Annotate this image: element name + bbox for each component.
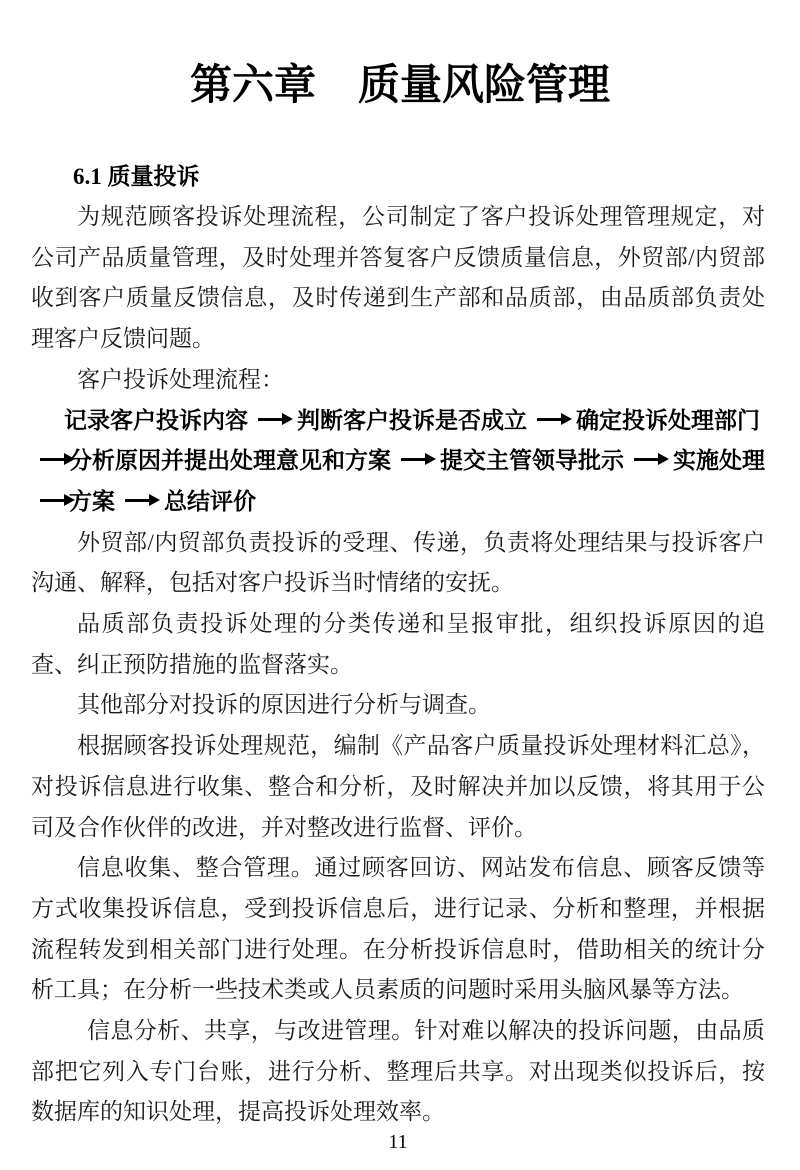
flow-step: 确定投诉处理部门: [576, 407, 760, 433]
flow-step: 方案: [69, 488, 115, 514]
flow-line: [31, 441, 765, 482]
paragraph-info-analysis: 信息分析、共享，与改进管理。针对难以解决的投诉问题，由品质部把它列入专门台账，进行分析、整理后共享。对出现类似投诉后，按数据库的知识处理，提高投诉处理效率。: [31, 1018, 765, 1125]
paragraph-info-collection: 信息收集、整合管理。通过顾客回访、网站发布信息、顾客反馈等方式收集投诉信息，受到投诉信息后，进行记录、分析和整理，并根据流程转发到相关部门进行处理。在分析投诉信息时，借助相关的统计分析工具；在分析一些技术类或人员素质的问题时采用头脑风暴等方法。: [31, 855, 765, 1003]
complaint-flow: [31, 401, 765, 523]
flow-arrow-icon: [537, 418, 562, 421]
flow-arrow-icon: [125, 499, 150, 502]
flow-step: 记录客户投诉内容: [64, 407, 248, 433]
flow-arrow-icon: [258, 418, 283, 421]
paragraph-trade-dept-duty: 外贸部/内贸部负责投诉的受理、传递，负责将处理结果与投诉客户沟通、解释，包括对客户投诉当时情绪的安抚。: [31, 529, 765, 596]
paragraph-flow-intro: 客户投诉处理流程：: [77, 366, 284, 392]
paragraph-complaint-policy: 为规范顾客投诉处理流程，公司制定了客户投诉处理管理规定，对公司产品质量管理，及时处理并答复客户反馈质量信息，外贸部/内贸部收到客户质量反馈信息，及时传递到生产部和品质部，由品质部负责处理客户反馈问题。: [31, 204, 765, 352]
flow-step: 提交主管领导批示: [440, 448, 624, 474]
flow-arrow-icon: [634, 458, 659, 461]
paragraph-other-dept-duty: 其他部分对投诉的原因进行分析与调查。: [77, 692, 491, 718]
chapter-title: 第六章 质量风险管理: [189, 63, 610, 109]
flow-arrow-icon: [40, 458, 65, 461]
section-heading: 6.1 质量投诉: [73, 164, 200, 189]
flow-line: [31, 401, 765, 442]
flow-step: 总结评价: [164, 488, 256, 514]
paragraph-material-summary: 根据顾客投诉处理规范，编制《产品客户质量投诉处理材料汇总》，对投诉信息进行收集、整合和分析，及时解决并加以反馈，将其用于公司及合作伙伴的改进，并对整改进行监督、评价。: [31, 733, 765, 840]
document-body: [31, 156, 765, 1154]
flow-step: 判断客户投诉是否成立: [297, 407, 527, 433]
flow-step: 分析原因并提出处理意见和方案: [69, 448, 391, 474]
flow-step: 实施处理: [673, 448, 765, 474]
flow-arrow-icon: [401, 458, 426, 461]
paragraph-quality-dept-duty: 品质部负责投诉处理的分类传递和呈报审批，组织投诉原因的追查、纠正预防措施的监督落实。: [31, 611, 765, 677]
flow-line: [31, 482, 765, 523]
flow-arrow-icon: [40, 499, 65, 502]
page-number: 11: [388, 1131, 408, 1154]
